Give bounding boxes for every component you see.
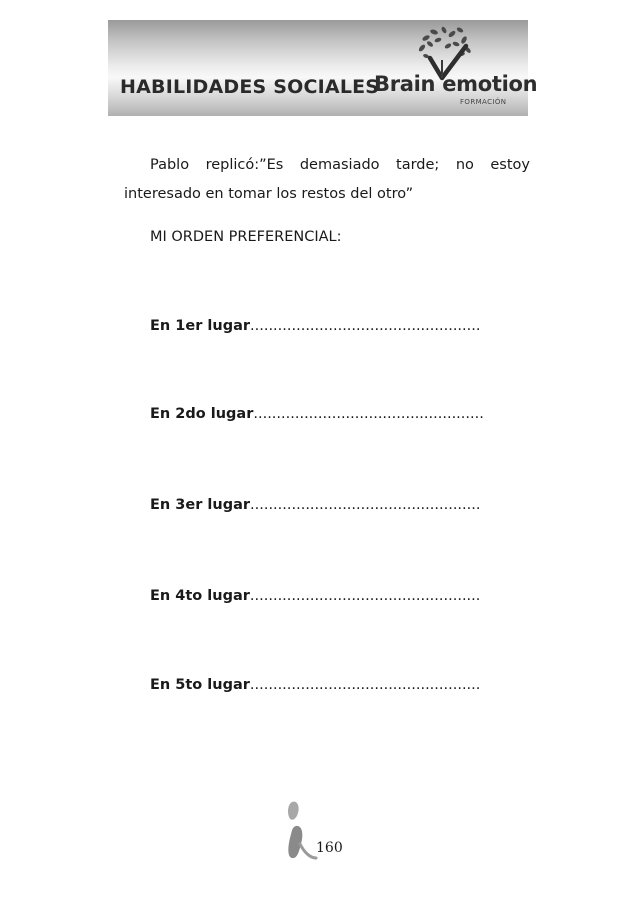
- rank-label: En 3er lugar: [150, 497, 251, 513]
- header-banner: [108, 20, 538, 116]
- rank-label: En 2do lugar: [150, 406, 254, 422]
- rank-label: En 4to lugar: [150, 588, 250, 604]
- rank-dots: ..................................................: [250, 318, 481, 334]
- brand-subtitle: FORMACIÓN: [460, 98, 507, 106]
- rank-label: En 1er lugar: [150, 318, 251, 334]
- banner-title: HABILIDADES SOCIALES: [120, 76, 380, 98]
- page-number: 160: [316, 840, 343, 856]
- rank-line-2: [150, 406, 484, 422]
- rank-dots: ..................................................: [249, 588, 481, 604]
- rank-line-4: [150, 588, 480, 604]
- rank-dots: ..................................................: [249, 677, 481, 693]
- rank-line-3: [150, 497, 480, 513]
- rank-line-5: [150, 677, 480, 693]
- story-paragraph: Pablo replicó:”Es demasiado tarde; no estoy interesado en tomar los restos del otro”: [124, 157, 530, 202]
- rank-line-1: [150, 318, 480, 334]
- brand-name: Brain emotion: [374, 72, 538, 96]
- rank-dots: ..................................................: [253, 406, 484, 422]
- rank-label: En 5to lugar: [150, 677, 250, 693]
- section-heading: MI ORDEN PREFERENCIAL:: [150, 229, 342, 245]
- rank-dots: ..................................................: [250, 497, 481, 513]
